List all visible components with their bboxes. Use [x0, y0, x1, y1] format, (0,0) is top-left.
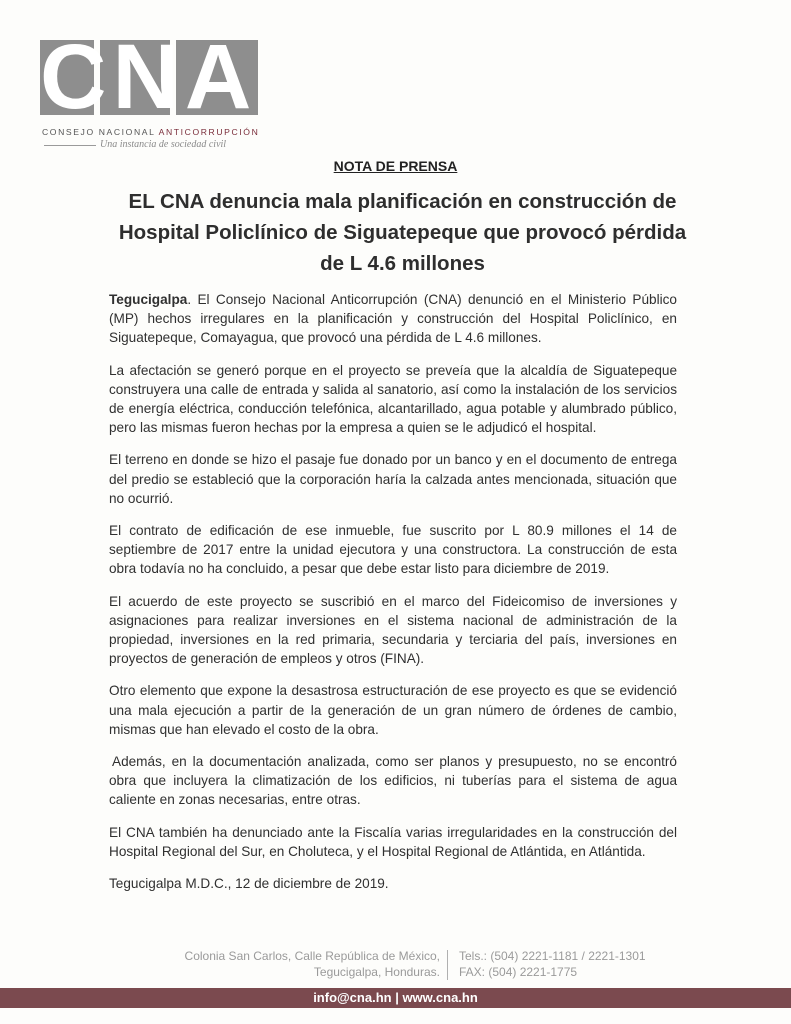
paragraph: Otro elemento que expone la desastrosa estructuración de ese proyecto es que se evidenció una mala ejecución a partir de la generación de un gran número de órdenes de cambio, mismas que han elevado el costo de la obra.	[109, 683, 677, 737]
footer-address-line: Colonia San Carlos, Calle República de México,	[184, 949, 440, 963]
lead-paragraph	[109, 290, 677, 348]
footer-divider	[447, 950, 448, 980]
press-release-kicker: NOTA DE PRENSA	[333, 158, 458, 174]
logo-rule	[44, 145, 96, 146]
footer-fax: FAX: (504) 2221-1775	[459, 965, 578, 979]
closing-dateline: Tegucigalpa M.D.C., 12 de diciembre de 2019.	[109, 876, 389, 892]
footer-phone: Tels.: (504) 2221-1181 / 2221-1301	[459, 949, 646, 963]
paragraph: El acuerdo de este proyecto se suscribió en el marco del Fideicomiso de inversiones y asignaciones para realizar inversiones en el sistema nacional de administración de la propiedad, inversiones en la red primaria, secundaria y terciaria del país, inversiones en proyectos de generación de empleos y otros (FINA).	[109, 593, 677, 667]
lead-text: . El Consejo Nacional Anticorrupción (CNA) denunció en el Ministerio Público (MP) hechos irregulares en la planificación y construcción del Hospital Policlínico, en Siguatepeque, Comayagua, que provocó una pérdida de L 4.6 millones.	[109, 292, 677, 346]
article-body	[109, 290, 677, 906]
footer-contact	[459, 948, 719, 980]
dateline: Tegucigalpa	[109, 292, 188, 307]
footer-address	[150, 948, 440, 980]
paragraph: Además, en la documentación analizada, como ser planos y presupuesto, no se encontró obra que incluyera la climatización de los edificios, ni tuberías para el sistema de agua caliente en zonas necesarias, entre otras.	[109, 754, 677, 808]
footer-address-line: Tegucigalpa, Honduras.	[313, 965, 440, 979]
paragraph: El terreno en donde se hizo el pasaje fue donado por un banco y en el documento de entrega del predio se estableció que la corporación haría la calzada antes mencionada, situación que no ocurrió.	[109, 452, 677, 506]
logo-tagline: Una instancia de sociedad civil	[100, 139, 227, 150]
logo-org-name	[42, 127, 259, 137]
footer-web-bar: info@cna.hn | www.cna.hn	[0, 988, 791, 1008]
paragraph: El contrato de edificación de ese inmueble, fue suscrito por L 80.9 millones el 14 de septiembre de 2017 entre la unidad ejecutora y una constructora. La construcción de esta obra todavía no ha concluido, a pesar que debe estar listo para diciembre de 2019.	[109, 523, 677, 577]
logo-org-accent: ANTICORRUPCIÓN	[158, 127, 260, 137]
paragraph: El CNA también ha denunciado ante la Fiscalía varias irregularidades en la construcción del Hospital Regional del Sur, en Choluteca, y el Hospital Regional de Atlántida, en Atlántida.	[109, 824, 677, 859]
logo-org-prefix: CONSEJO NACIONAL	[42, 127, 159, 137]
paragraph: La afectación se generó porque en el proyecto se preveía que la alcaldía de Siguatepeque construyera una calle de entrada y salida al sanatorio, así como la instalación de los servicios de energía eléctrica, conducción telefónica, alcantarillado, agua potable y alumbrado público, pero las mismas fueron hechas por la empresa a quien se le adjudicó el hospital.	[109, 362, 677, 436]
cna-logo	[40, 26, 260, 155]
headline: EL CNA denuncia mala planificación en construcción de Hospital Policlínico de Siguatepeque que provocó pérdida de L 4.6 millones	[118, 190, 687, 275]
logo-mark: CNA	[40, 26, 258, 128]
